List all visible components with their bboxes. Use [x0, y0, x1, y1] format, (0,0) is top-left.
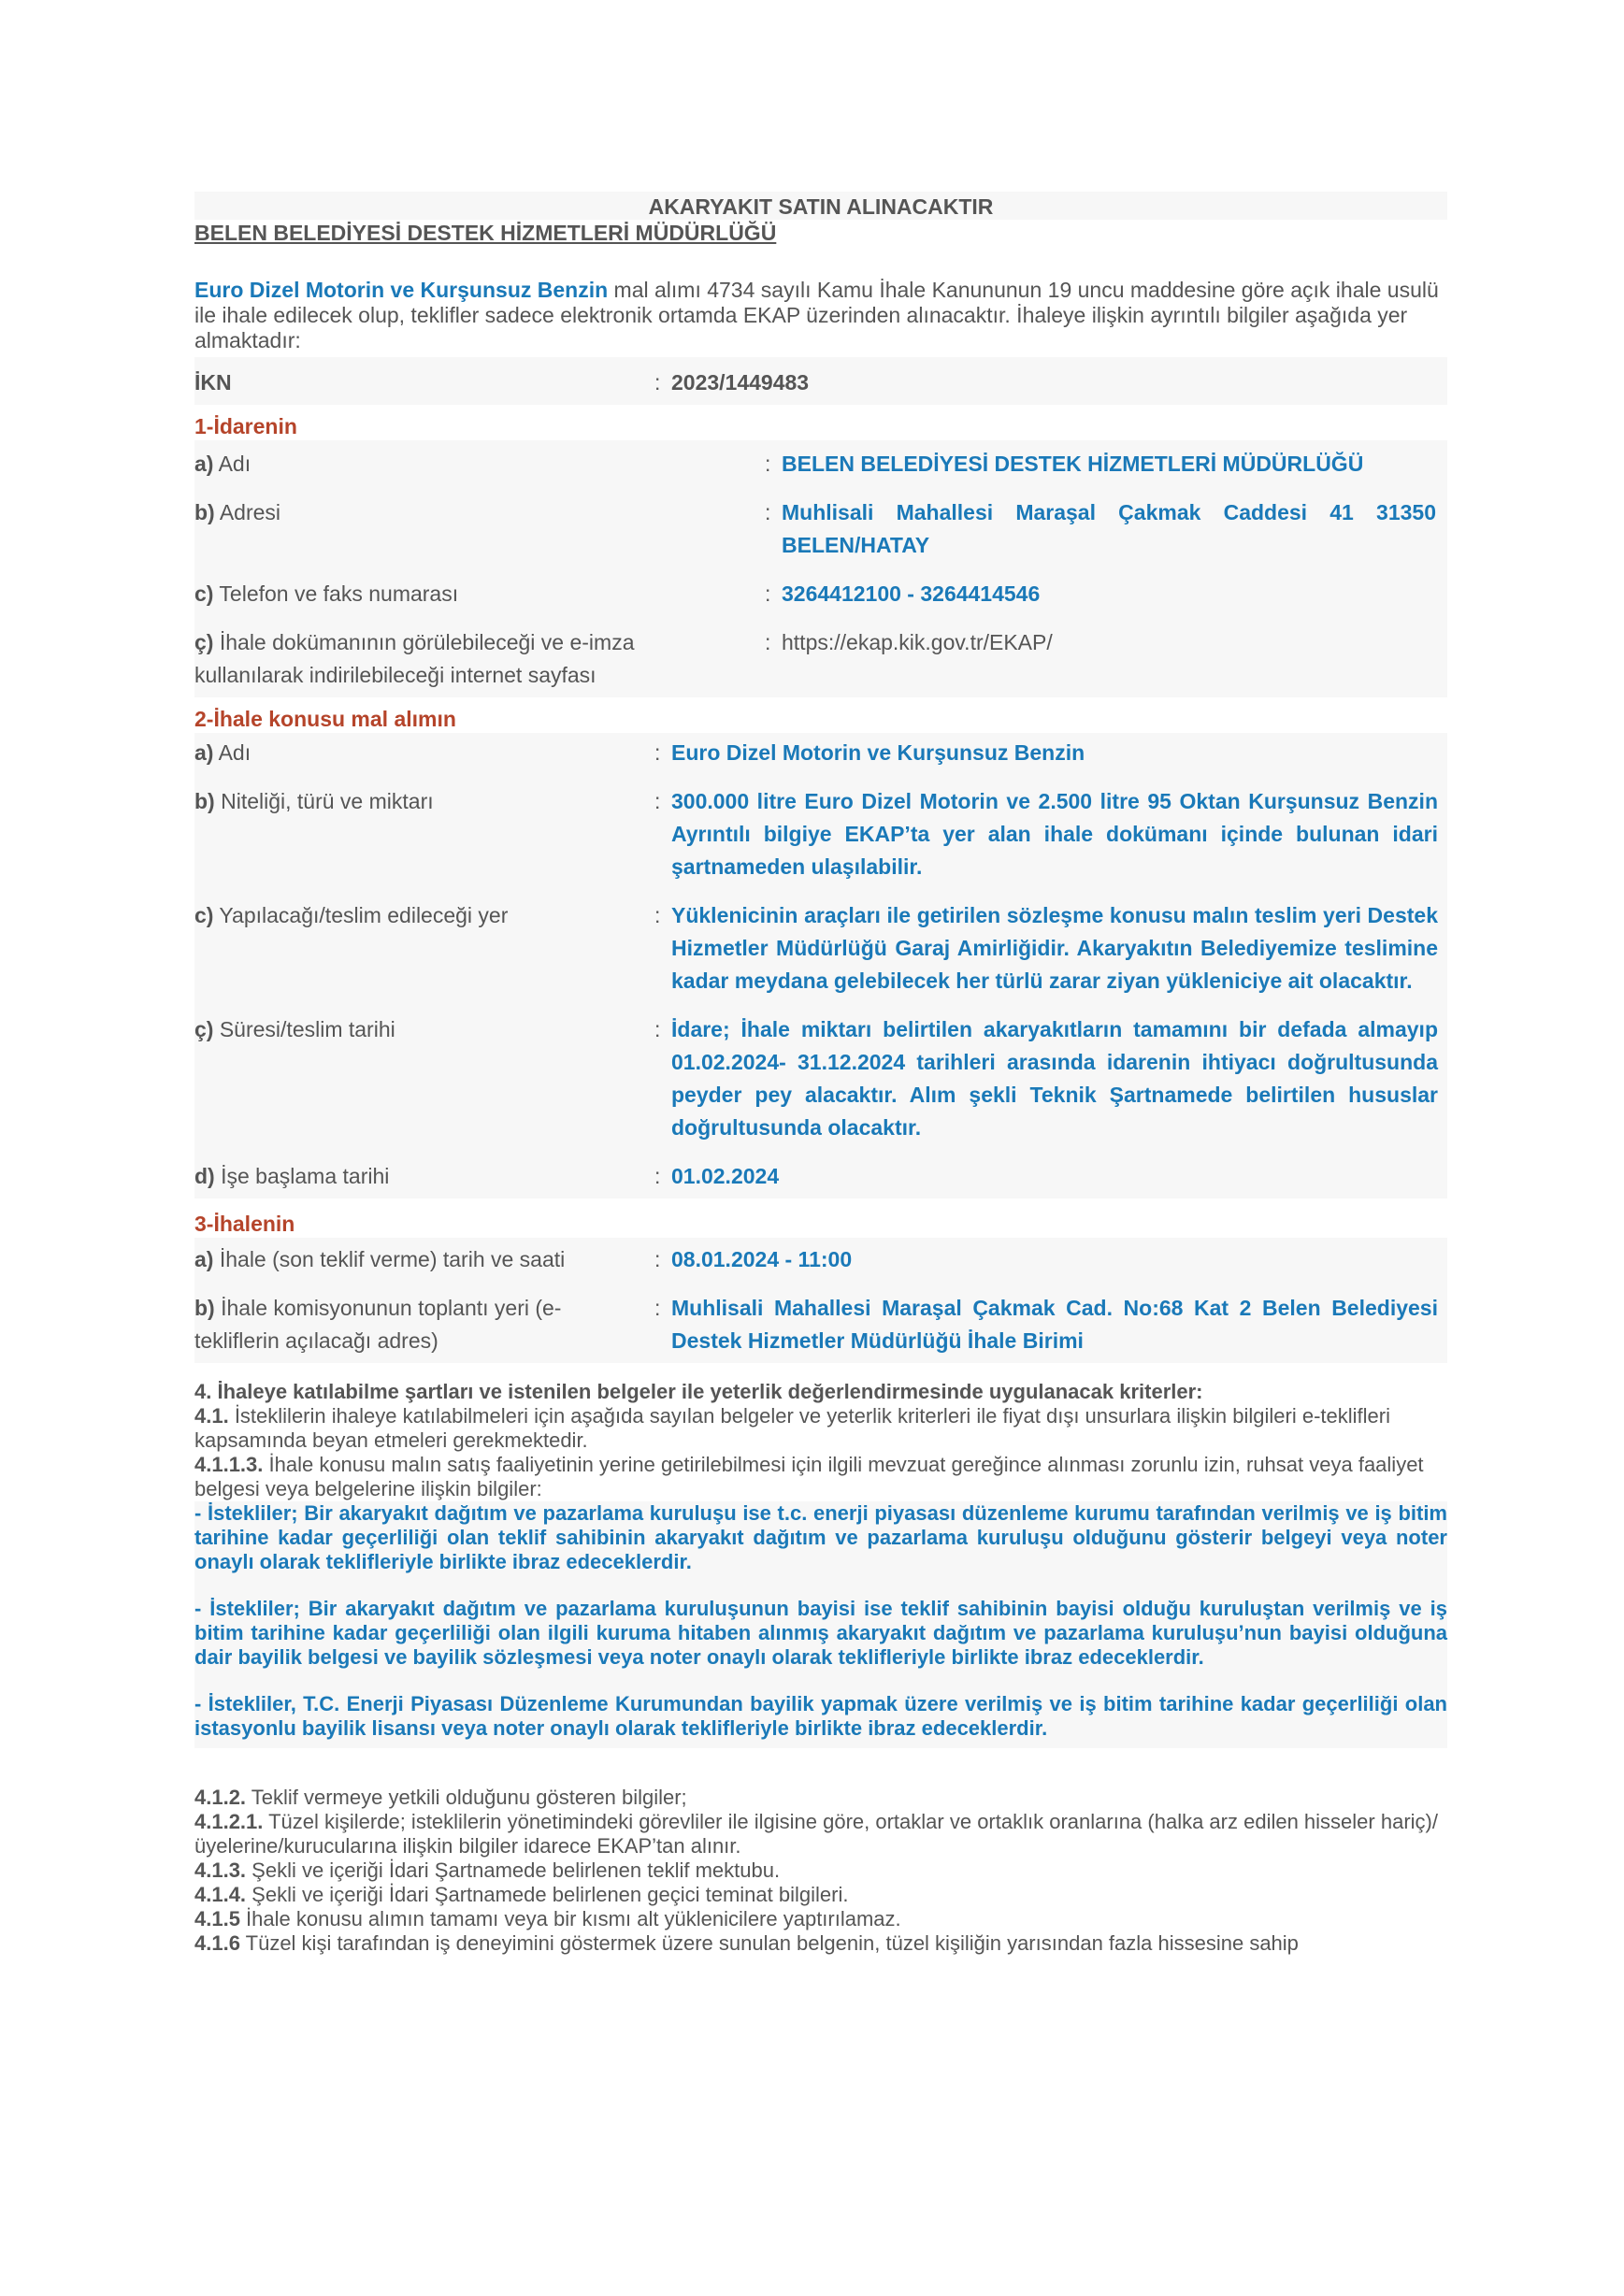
criteria-4-1-2: 4.1.2. Teklif vermeye yetkili olduğunu gösteren bilgiler; [194, 1786, 687, 1809]
section1-row-b: b) Adresi : Muhlisali Mahallesi Maraşal Çakmak Caddesi 41 31350 BELEN/HATAY [194, 496, 1447, 562]
page-title: AKARYAKIT SATIN ALINACAKTIR [648, 194, 994, 219]
section3-heading: 3-İhalenin [194, 1210, 1447, 1238]
section2-row-d: ç) Süresi/teslim tarihi : İdare; İhale miktarı belirtilen akaryakıtların tamamını bir defada almayıp 01.02.2024- 31.12.2024 tarihleri arasında idarenin ihtiyacı doğrultusunda peyder pey alacaktır. Alım şekli Teknik Şartnamede belirtilen hususlar doğrultusunda olacaktır. [194, 1017, 1438, 1140]
section2-row-b: b) Niteliği, türü ve miktarı : 300.000 litre Euro Dizel Motorin ve 2.500 litre 95 Oktan Kurşunsuz Benzin Ayrıntılı bilgiye EKAP’ta yer alan ihale dokümanı içinde bulunan idari şartnameden ulaşılabilir. [194, 789, 1438, 879]
criteria-4-1-2-1: 4.1.2.1. Tüzel kişilerde; isteklilerin yönetimindeki görevliler ile ilgisine göre, ortaklar ve ortaklık oranlarına (halka arz edilen hisseler hariç)/üyelerine/kurucularına ilişkin bilgiler idarece EKAP’tan alınır. [194, 1810, 1438, 1858]
criteria-4-1-6: 4.1.6 Tüzel kişi tarafından iş deneyimini göstermek üzere sunulan belgenin, tüzel kişiliğin yarısından fazla hissesine sahip [194, 1931, 1299, 1955]
section1-row-c2: ç) İhale dokümanının görülebileceği ve e-imza kullanılarak indirilebileceği internet sayfası : https://ekap.kik.gov.tr/EKAP/ [194, 626, 1447, 692]
section4-heading: 4. İhaleye katılabilme şartları ve istenilen belgeler ile yeterlik değerlendirmesinde uygulanacak kriterler: [194, 1380, 1203, 1403]
intro-paragraph [194, 278, 1447, 353]
section3-row-a: a) İhale (son teklif verme) tarih ve saati : 08.01.2024 - 11:00 [194, 1247, 853, 1271]
section1-row-c: c) Telefon ve faks numarası : 3264412100 - 3264414546 [194, 578, 1447, 610]
ikn-panel [194, 357, 1447, 405]
ikn-value: 2023/1449483 [671, 370, 810, 395]
section4 [194, 1380, 1447, 1956]
criteria-4-1: 4.1. İsteklilerin ihaleye katılabilmeleri için aşağıda sayılan belgeler ve yeterlik kriterleri ile fiyat dışı unsurlara ilişkin bilgileri e-teklifleri kapsamında beyan etmeleri gerekmektedir. [194, 1404, 1390, 1452]
section3-row-b: b) İhale komisyonunun toplantı yeri (e-tekliflerin açılacağı adres) : Muhlisali Mahallesi Maraşal Çakmak Cad. No:68 Kat 2 Belen Belediyesi Destek Hizmetler Müdürlüğü İhale Birimi [194, 1296, 1438, 1353]
section2-row-e: d) İşe başlama tarihi : 01.02.2024 [194, 1164, 780, 1188]
requirement-distributor: - İstekliler; Bir akaryakıt dağıtım ve pazarlama kuruluşu ise t.c. enerji piyasası düzenleme kurumu tarafından verilmiş ve iş bitim tarihine kadar geçerliliği olan teklif sahibinin akaryakıt dağıtım ve pazarlama kuruluşu olduğunu gösterir belgeyi veya noter onaylı olarak teklifleriyle birlikte ibraz edeceklerdir. [194, 1501, 1447, 1573]
document-page [194, 192, 1447, 1956]
criteria-4-1-4: 4.1.4. Şekli ve içeriği İdari Şartnamede belirlenen geçici teminat bilgileri. [194, 1883, 849, 1906]
section1-name-value: BELEN BELEDİYESİ DESTEK HİZMETLERİ MÜDÜRLÜĞÜ [782, 452, 1364, 476]
section2-row-a: a) Adı : Euro Dizel Motorin ve Kurşunsuz Benzin [194, 740, 1085, 765]
requirement-station-license: - İstekliler, T.C. Enerji Piyasası Düzenleme Kurumundan bayilik yapmak üzere verilmiş ve iş bitim tarihine kadar geçerliliği olan istasyonlu bayilik lisansı veya noter onaylı olarak teklifleriyle birlikte ibraz edeceklerdir. [194, 1692, 1447, 1740]
ikn-row [194, 366, 1447, 399]
criteria-4-1-1-3: 4.1.1.3. İhale konusu malın satış faaliyetinin yerine getirilebilmesi için ilgili mevzuat gereğince alınması zorunlu izin, ruhsat veya faaliyet belgesi veya belgelerine ilişkin bilgiler: [194, 1453, 1424, 1500]
section1-row-a: a) Adı : BELEN BELEDİYESİ DESTEK HİZMETLERİ MÜDÜRLÜĞÜ [194, 448, 1447, 481]
section2-row-c: c) Yapılacağı/teslim edileceği yer : Yüklenicinin araçları ile getirilen sözleşme konusu malın teslim yeri Destek Hizmetler Müdürlüğü Garaj Amirliğidir. Akaryakıtın Belediyemize teslimine kadar meydana gelebilecek her türlü zarar ziyan yükleniciye ait olacaktır. [194, 903, 1438, 993]
intro-text: mal alımı 4734 sayılı Kamu İhale Kanununun 19 uncu maddesine göre açık ihale usulü ile ihale edilecek olup, teklifler sadece elektronik ortamda EKAP üzerinden alınacaktır. İhaleye ilişkin ayrıntılı bilgiler aşağıda yer almaktadır: [194, 278, 1439, 352]
section2-heading: 2-İhale konusu mal alımın [194, 705, 1447, 733]
section1-address-value: Muhlisali Mahallesi Maraşal Çakmak Caddesi 41 31350 BELEN/HATAY [782, 500, 1436, 557]
colon: : [654, 370, 661, 395]
section1-panel [194, 440, 1447, 697]
section1-url-value[interactable]: https://ekap.kik.gov.tr/EKAP/ [782, 630, 1053, 654]
ikn-label: İKN [194, 370, 232, 395]
section3-panel [194, 1238, 1447, 1363]
intro-subject: Euro Dizel Motorin ve Kurşunsuz Benzin [194, 278, 609, 302]
criteria-4-1-3: 4.1.3. Şekli ve içeriği İdari Şartnamede belirlenen teklif mektubu. [194, 1858, 781, 1882]
license-requirements-panel [194, 1501, 1447, 1748]
title-band [194, 192, 1447, 220]
organization-title: BELEN BELEDİYESİ DESTEK HİZMETLERİ MÜDÜRLÜĞÜ [194, 221, 777, 245]
requirement-dealer: - İstekliler; Bir akaryakıt dağıtım ve pazarlama kuruluşunun bayisi ise teklif sahibinin bayisi olduğu kuruluştan verilmiş ve iş bitim tarihine kadar geçerliliği olan ilgili kuruma hitaben alınmış akaryakıt dağıtım ve pazarlama kuruluşu’nun bayisi olduğuna dair bayilik belgesi ve bayilik sözleşmesi veya noter onaylı olarak teklifleriyle birlikte ibraz edeceklerdir. [194, 1597, 1447, 1669]
criteria-4-1-5: 4.1.5 İhale konusu alımın tamamı veya bir kısmı alt yüklenicilere yaptırılamaz. [194, 1907, 901, 1930]
section1-heading: 1-İdarenin [194, 412, 1447, 440]
section1-phone-value: 3264412100 - 3264414546 [782, 581, 1041, 606]
section2-panel [194, 733, 1447, 1198]
